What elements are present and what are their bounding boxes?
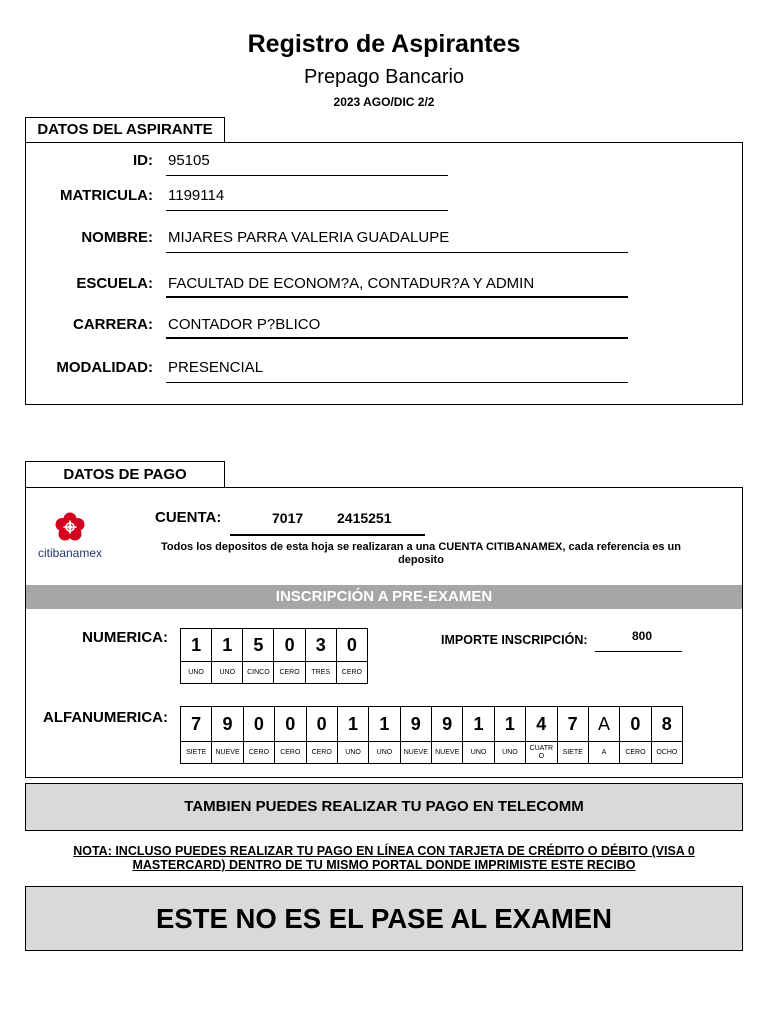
alfanumerica-digit: 9 bbox=[401, 707, 432, 742]
numerica-digit: 1 bbox=[181, 629, 212, 662]
alfanumerica-digit: 1 bbox=[495, 707, 526, 742]
importe-value: 800 bbox=[631, 629, 653, 643]
alfanumerica-digit: 4 bbox=[526, 707, 557, 742]
numerica-digit: 0 bbox=[337, 629, 368, 662]
field-label: NOMBRE: bbox=[81, 229, 153, 246]
section-tab-pago: DATOS DE PAGO bbox=[25, 461, 225, 487]
numerica-word: UNO bbox=[212, 662, 243, 684]
numerica-word: UNO bbox=[181, 662, 212, 684]
nota-line: MASTERCARD) DENTRO DE TU MISMO PORTAL DONDE IMPRIMISTE ESTE RECIBO bbox=[132, 858, 636, 872]
warning-banner: ESTE NO ES EL PASE AL EXAMEN bbox=[25, 886, 743, 951]
alfanumerica-digit: 1 bbox=[338, 707, 369, 742]
alfanumerica-word: CERO bbox=[620, 742, 651, 764]
field-row-carrera bbox=[0, 315, 740, 335]
nota-line: NOTA: INCLUSO PUEDES REALIZAR TU PAGO EN LÍNEA CON TARJETA DE CRÉDITO O DÉBITO (VISA 0 bbox=[73, 844, 695, 858]
numerica-word: CERO bbox=[274, 662, 305, 684]
importe-label: IMPORTE INSCRIPCIÓN: bbox=[441, 633, 588, 647]
alfanumerica-word: CERO bbox=[275, 742, 306, 764]
alfanumerica-digit: 0 bbox=[620, 707, 651, 742]
page-subtitle: Prepago Bancario bbox=[303, 66, 465, 88]
importe-underline bbox=[595, 651, 682, 652]
alfanumerica-digit: 8 bbox=[652, 707, 683, 742]
alfanumerica-word: UNO bbox=[463, 742, 494, 764]
field-value-id: 95105 bbox=[168, 152, 210, 169]
field-value-modalidad: PRESENCIAL bbox=[168, 359, 264, 376]
alfanumerica-label: ALFANUMERICA: bbox=[43, 709, 168, 726]
numerica-word: TRES bbox=[306, 662, 337, 684]
alfanumerica-digit: 0 bbox=[307, 707, 338, 742]
alfanumerica-grid bbox=[180, 706, 683, 764]
field-value-nombre: MIJARES PARRA VALERIA GUADALUPE bbox=[168, 229, 450, 246]
period-label: 2023 AGO/DIC 2/2 bbox=[333, 95, 435, 109]
field-underline bbox=[166, 296, 628, 298]
field-value-escuela: FACULTAD DE ECONOM?A, CONTADUR?A Y ADMIN bbox=[168, 275, 535, 292]
alfanumerica-word: NUEVE bbox=[212, 742, 243, 764]
numerica-label: NUMERICA: bbox=[82, 629, 168, 646]
alfanumerica-digit: 9 bbox=[212, 707, 243, 742]
field-underline bbox=[166, 252, 628, 253]
field-label: CARRERA: bbox=[73, 316, 153, 333]
numerica-digit: 3 bbox=[306, 629, 337, 662]
cuenta-numero: 2415251 bbox=[337, 510, 392, 526]
field-underline bbox=[166, 175, 448, 176]
field-row-nombre bbox=[0, 228, 740, 248]
numerica-digit: 5 bbox=[243, 629, 274, 662]
field-value-carrera: CONTADOR P?BLICO bbox=[168, 316, 321, 333]
alfanumerica-digit: A bbox=[589, 707, 620, 742]
field-value-matricula: 1199114 bbox=[168, 187, 225, 204]
deposit-note: Todos los depositos de esta hoja se realizaran a una CUENTA CITIBANAMEX, cada referencia es un deposito bbox=[161, 541, 681, 566]
field-underline bbox=[166, 210, 448, 211]
section-tab-aspirante: DATOS DEL ASPIRANTE bbox=[25, 117, 225, 142]
alfanumerica-word: UNO bbox=[495, 742, 526, 764]
field-label: ESCUELA: bbox=[76, 275, 153, 292]
alfanumerica-digit: 0 bbox=[275, 707, 306, 742]
alfanumerica-word: CERO bbox=[244, 742, 275, 764]
alfanumerica-digit: 0 bbox=[244, 707, 275, 742]
numerica-word: CINCO bbox=[243, 662, 274, 684]
alfanumerica-digit: 9 bbox=[432, 707, 463, 742]
alfanumerica-digit: 7 bbox=[181, 707, 212, 742]
field-underline bbox=[166, 337, 628, 339]
alfanumerica-word: OCHO bbox=[652, 742, 683, 764]
alfanumerica-word: NUEVE bbox=[401, 742, 432, 764]
alfanumerica-digit: 7 bbox=[558, 707, 589, 742]
alfanumerica-word: NUEVE bbox=[432, 742, 463, 764]
field-label: MODALIDAD: bbox=[56, 359, 153, 376]
alfanumerica-word: A bbox=[589, 742, 620, 764]
bank-logo-text: citibanamex bbox=[37, 546, 103, 560]
alfanumerica-word: UNO bbox=[338, 742, 369, 764]
field-underline bbox=[166, 382, 628, 383]
numerica-digit: 0 bbox=[274, 629, 305, 662]
numerica-grid bbox=[180, 628, 368, 684]
cuenta-label: CUENTA: bbox=[155, 509, 222, 526]
page-title: Registro de Aspirantes bbox=[247, 30, 521, 58]
field-row-id bbox=[0, 151, 740, 171]
citibanamex-logo-icon bbox=[55, 512, 85, 542]
field-label: MATRICULA: bbox=[59, 187, 153, 204]
field-row-modalidad bbox=[0, 358, 740, 378]
inscripcion-banner: INSCRIPCIÓN A PRE-EXAMEN bbox=[26, 585, 742, 609]
alfanumerica-word: SIETE bbox=[181, 742, 212, 764]
field-label: ID: bbox=[133, 152, 153, 169]
numerica-word: CERO bbox=[337, 662, 368, 684]
telecomm-banner: TAMBIEN PUEDES REALIZAR TU PAGO EN TELECOMM bbox=[25, 783, 743, 831]
alfanumerica-word: SIETE bbox=[558, 742, 589, 764]
cuenta-underline bbox=[230, 534, 425, 536]
cuenta-sucursal: 7017 bbox=[272, 510, 304, 526]
field-row-escuela bbox=[0, 274, 740, 294]
field-row-matricula bbox=[0, 186, 740, 206]
alfanumerica-word: CERO bbox=[307, 742, 338, 764]
numerica-digit: 1 bbox=[212, 629, 243, 662]
alfanumerica-word: CUATRO bbox=[526, 742, 557, 764]
alfanumerica-digit: 1 bbox=[463, 707, 494, 742]
alfanumerica-word: UNO bbox=[369, 742, 400, 764]
alfanumerica-digit: 1 bbox=[369, 707, 400, 742]
